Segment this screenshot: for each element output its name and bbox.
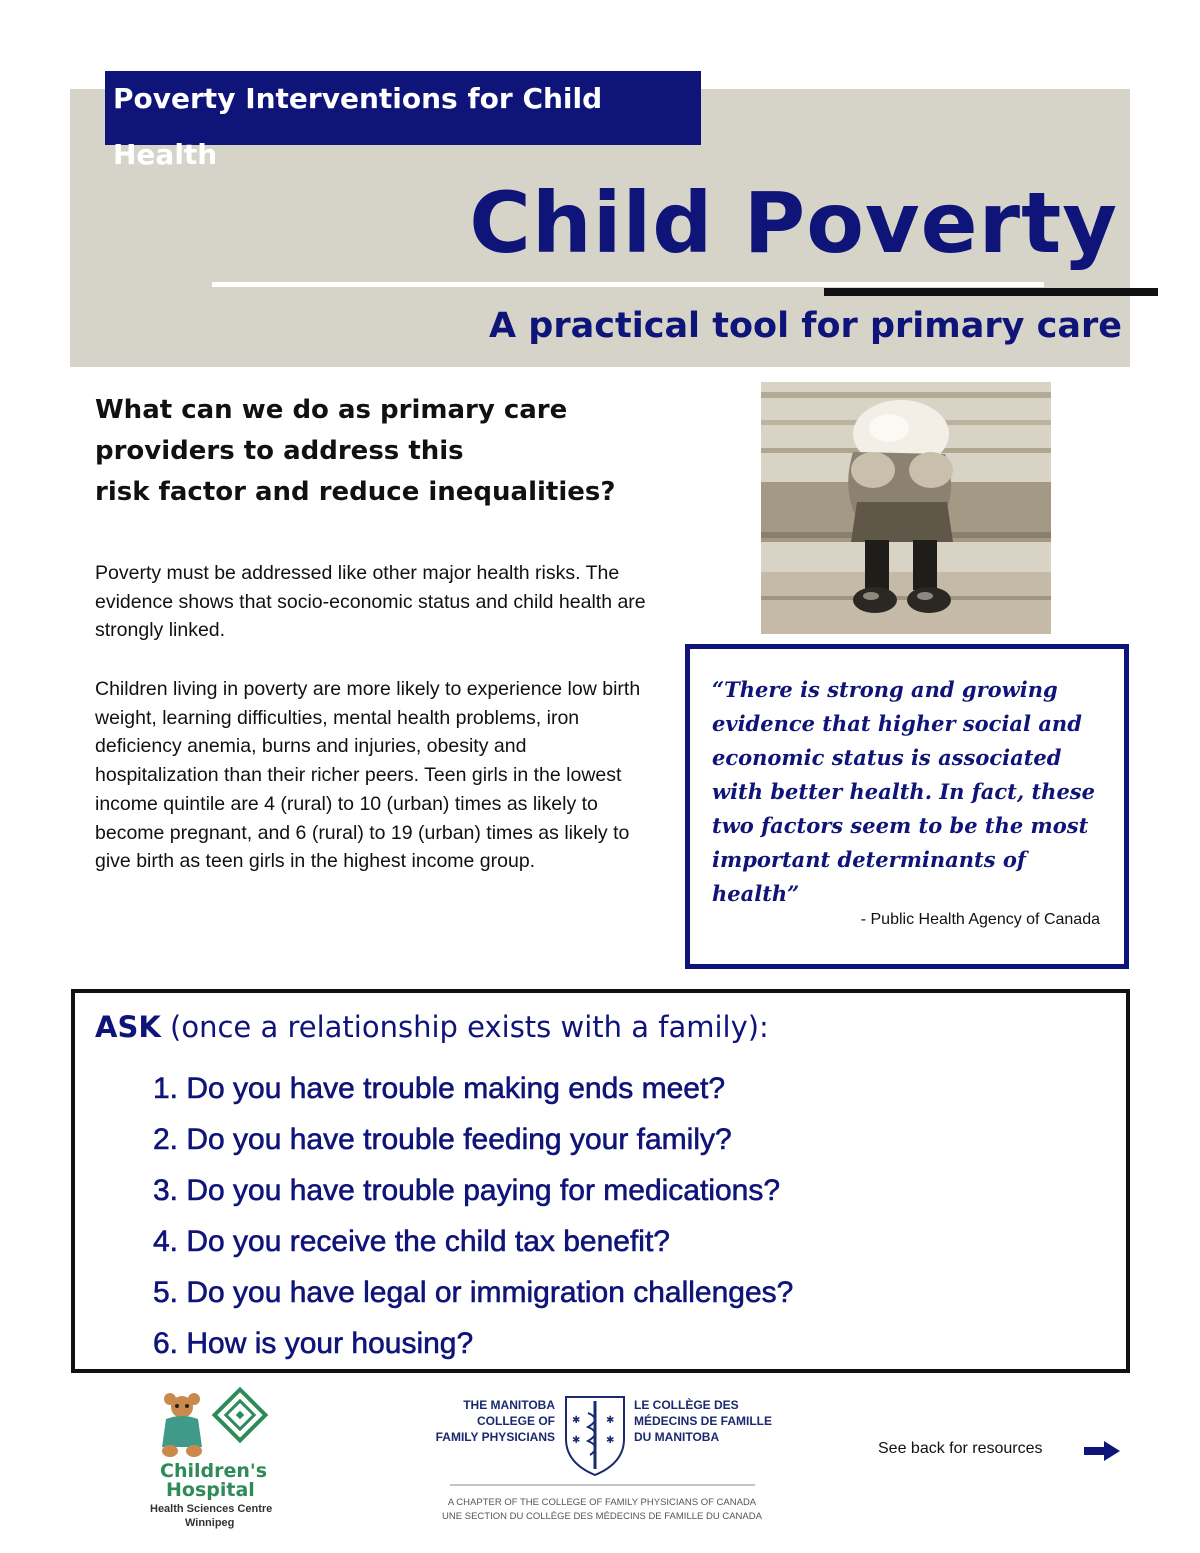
arrow-right-icon <box>1084 1441 1120 1461</box>
childrens-hospital-logo <box>140 1385 290 1535</box>
hospital-name-line1: Children's <box>160 1460 268 1482</box>
page-title: Child Poverty <box>469 174 1118 272</box>
college-tagline-en: A CHAPTER OF THE COLLEGE OF FAMILY PHYSICIANS OF CANADA <box>447 1497 757 1508</box>
svg-text:✱: ✱ <box>572 1415 581 1426</box>
child-photo <box>761 382 1051 634</box>
ask-question: 1. Do you have trouble making ends meet? <box>153 1072 726 1105</box>
series-label: Poverty Interventions for Child Health <box>105 71 701 145</box>
ask-label: ASK <box>95 1010 161 1044</box>
ask-heading <box>95 1005 769 1049</box>
child-sitting-image <box>761 382 1051 634</box>
question-line: providers to address this <box>95 436 464 466</box>
ask-question: 3. Do you have trouble paying for medications? <box>153 1174 781 1207</box>
college-of-family-physicians-logo <box>430 1393 775 1533</box>
ask-question: 2. Do you have trouble feeding your family? <box>153 1123 732 1156</box>
evidence-paragraph: Children living in poverty are more likely to experience low birth weight, learning difficulties, mental health problems, iron deficiency anemia, burns and injuries, obesity and hospitalization than their richer peers. Teen girls in the lowest income quintile are 4 (rural) to 10 (urban) times as likely to become pregnant, and 6 (rural) to 19 (urban) times as likely to give birth as teen girls in the highest income group. <box>95 678 641 873</box>
quote-text: “There is strong and growing evidence that higher social and economic status is associated with better health. In fact, these two factors seem to be the most important determinants of health” <box>712 677 1095 906</box>
college-tagline-fr: UNE SECTION DU COLLÈGE DES MÉDECINS DE FAMILLE DU CANADA <box>442 1511 762 1522</box>
college-en-line: COLLEGE OF <box>477 1414 555 1428</box>
title-rule-dark <box>824 288 1158 296</box>
question-heading <box>95 390 695 513</box>
quote-attribution: - Public Health Agency of Canada <box>860 911 1100 928</box>
college-en-line: FAMILY PHYSICIANS <box>435 1430 555 1444</box>
quote-box <box>685 644 1129 969</box>
ask-qualifier: (once a relationship exists with a family): <box>160 1010 769 1044</box>
svg-text:✱: ✱ <box>606 1415 615 1426</box>
see-back-note: See back for resources <box>878 1440 1043 1457</box>
ask-question: 5. Do you have legal or immigration challenges? <box>153 1276 794 1309</box>
question-line: What can we do as primary care <box>95 395 568 425</box>
hospital-logo-graphic <box>140 1385 290 1535</box>
intro-paragraph: Poverty must be addressed like other major health risks. The evidence shows that socio-economic status and child health are strongly linked. <box>95 562 646 642</box>
svg-text:✱: ✱ <box>572 1435 581 1446</box>
hospital-sub-line1: Health Sciences Centre <box>150 1503 273 1515</box>
college-en-line: THE MANITOBA <box>463 1398 555 1412</box>
question-line: risk factor and reduce inequalities? <box>95 477 616 507</box>
ask-question: 4. Do you receive the child tax benefit? <box>153 1225 670 1258</box>
college-fr-line: DU MANITOBA <box>634 1430 720 1444</box>
ask-question: 6. How is your housing? <box>153 1327 474 1360</box>
college-fr-line: MÉDECINS DE FAMILLE <box>634 1414 773 1428</box>
title-rule-light <box>212 282 1044 287</box>
ask-question-list <box>153 1063 793 1369</box>
hospital-name-line2: Hospital <box>166 1479 255 1501</box>
college-fr-line: LE COLLÈGE DES <box>634 1398 739 1412</box>
hospital-sub-line2: Winnipeg <box>185 1517 235 1529</box>
college-logo-graphic <box>430 1393 775 1533</box>
page-subtitle: A practical tool for primary care <box>489 306 1122 346</box>
svg-text:✱: ✱ <box>606 1435 615 1446</box>
ask-section <box>71 989 1130 1373</box>
